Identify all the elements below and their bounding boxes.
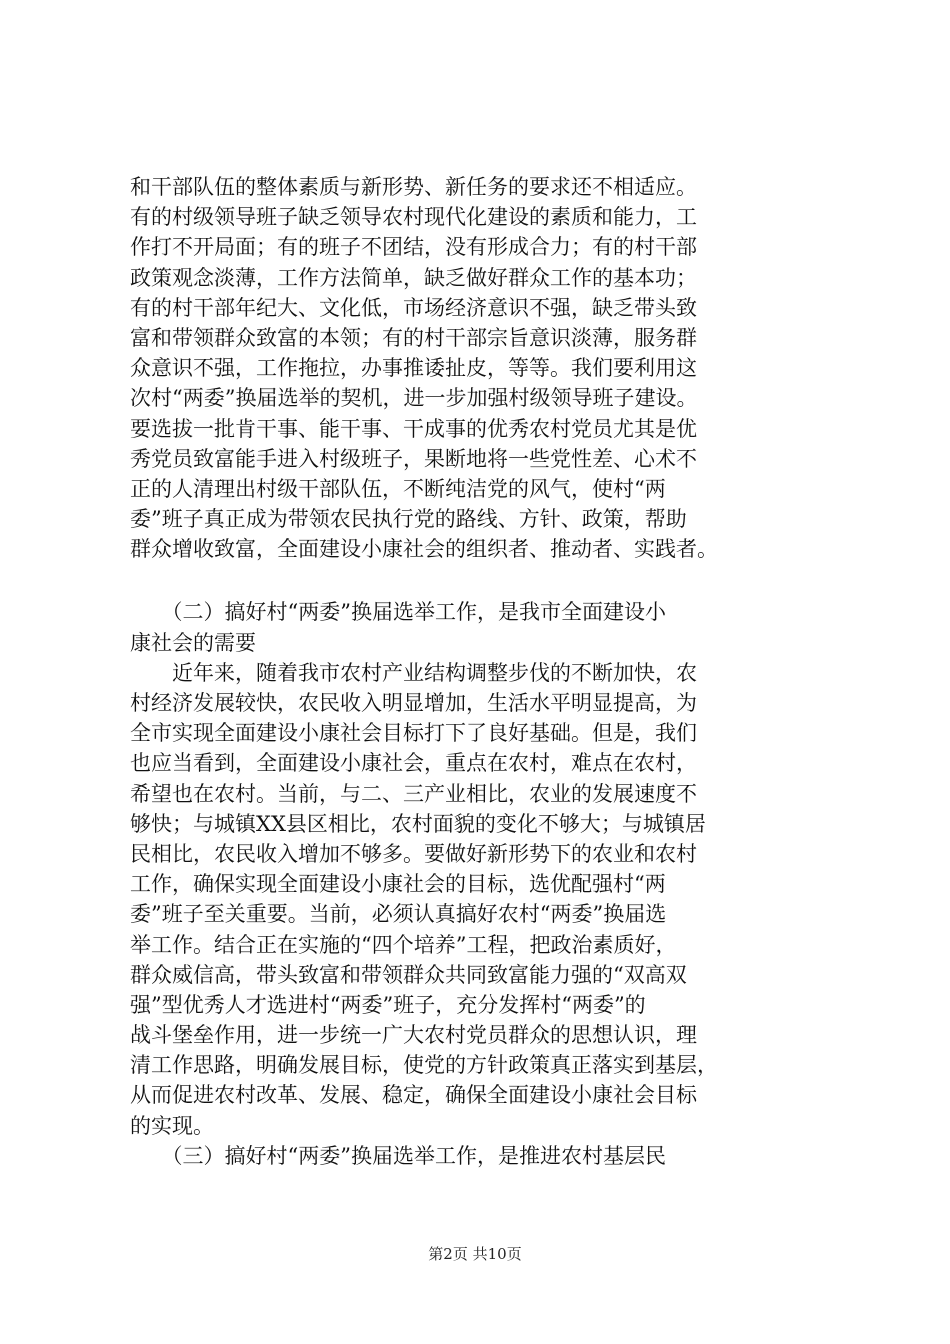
text-line: 清工作思路，明确发展目标，使党的方针政策真正落实到基层， xyxy=(130,1053,718,1078)
text-line: 工作，确保实现全面建设小康社会的目标，选优配强村“两 xyxy=(130,872,666,897)
text-line: 群众威信高，带头致富和带领群众共同致富能力强的“双高双 xyxy=(130,962,687,987)
page-number-footer: 第2页 共10页 xyxy=(428,1245,522,1263)
section-heading-line: （二）搞好村“两委”换届选举工作，是我市全面建设小 xyxy=(130,600,666,625)
text-line: 正的人清理出村级干部队伍，不断纯洁党的风气，使村“两 xyxy=(130,476,666,501)
text-line: 民相比，农民收入增加不够多。要做好新形势下的农业和农村 xyxy=(130,841,697,866)
text-line: 群众增收致富，全面建设小康社会的组织者、推动者、实践者。 xyxy=(130,537,718,562)
text-line: 够快；与城镇XX县区相比，农村面貌的变化不够大；与城镇居 xyxy=(130,811,706,836)
text-line: 作打不开局面；有的班子不团结，没有形成合力；有的村干部 xyxy=(130,235,697,260)
text-line: 举工作。结合正在实施的“四个培养”工程，把政治素质好， xyxy=(130,932,677,957)
text-line: 从而促进农村改革、发展、稳定，确保全面建设小康社会目标 xyxy=(130,1083,697,1108)
document-body xyxy=(130,172,840,1171)
paragraph-spacer xyxy=(130,564,840,597)
text-line: 和干部队伍的整体素质与新形势、新任务的要求还不相适应。 xyxy=(130,175,697,199)
text-line: 的实现。 xyxy=(130,1113,214,1138)
text-line: 近年来，随着我市农村产业结构调整步伐的不断加快，农 xyxy=(130,660,697,685)
text-line: 全市实现全面建设小康社会目标打下了良好基础。但是，我们 xyxy=(130,721,697,746)
text-line: 村经济发展较快，农民收入明显增加，生活水平明显提高，为 xyxy=(130,691,697,715)
text-line: 有的村干部年纪大、文化低，市场经济意识不强，缺乏带头致 xyxy=(130,295,697,320)
text-line: 委”班子至关重要。当前，必须认真搞好农村“两委”换届选 xyxy=(130,902,667,927)
text-line: 也应当看到，全面建设小康社会，重点在农村，难点在农村， xyxy=(130,751,697,776)
section-heading-line: 康社会的需要 xyxy=(130,630,256,655)
paragraph-block-1 xyxy=(130,172,840,564)
text-line: 有的村级领导班子缺乏领导农村现代化建设的素质和能力，工 xyxy=(130,205,697,230)
text-line: 要选拔一批肯干事、能干事、干成事的优秀农村党员尤其是优 xyxy=(130,416,697,441)
text-line: 秀党员致富能手进入村级班子，果断地将一些党性差、心术不 xyxy=(130,446,697,471)
section-heading-line: （三）搞好村“两委”换届选举工作，是推进农村基层民 xyxy=(130,1143,666,1168)
paragraph-block-2 xyxy=(130,597,840,1171)
text-line: 次村“两委”换届选举的契机，进一步加强村级领导班子建设。 xyxy=(130,386,698,411)
text-line: 战斗堡垒作用，进一步统一广大农村党员群众的思想认识，理 xyxy=(130,1023,697,1048)
text-line: 众意识不强，工作拖拉，办事推诿扯皮，等等。我们要利用这 xyxy=(130,356,697,381)
text-line: 富和带领群众致富的本领；有的村干部宗旨意识淡薄，服务群 xyxy=(130,325,697,350)
text-line: 强”型优秀人才选进村“两委”班子，充分发挥村“两委”的 xyxy=(130,992,646,1017)
text-line: 委”班子真正成为带领农民执行党的路线、方针、政策，帮助 xyxy=(130,507,687,532)
text-line: 希望也在农村。当前，与二、三产业相比，农业的发展速度不 xyxy=(130,781,697,806)
text-line: 政策观念淡薄，工作方法简单，缺乏做好群众工作的基本功； xyxy=(130,265,697,290)
